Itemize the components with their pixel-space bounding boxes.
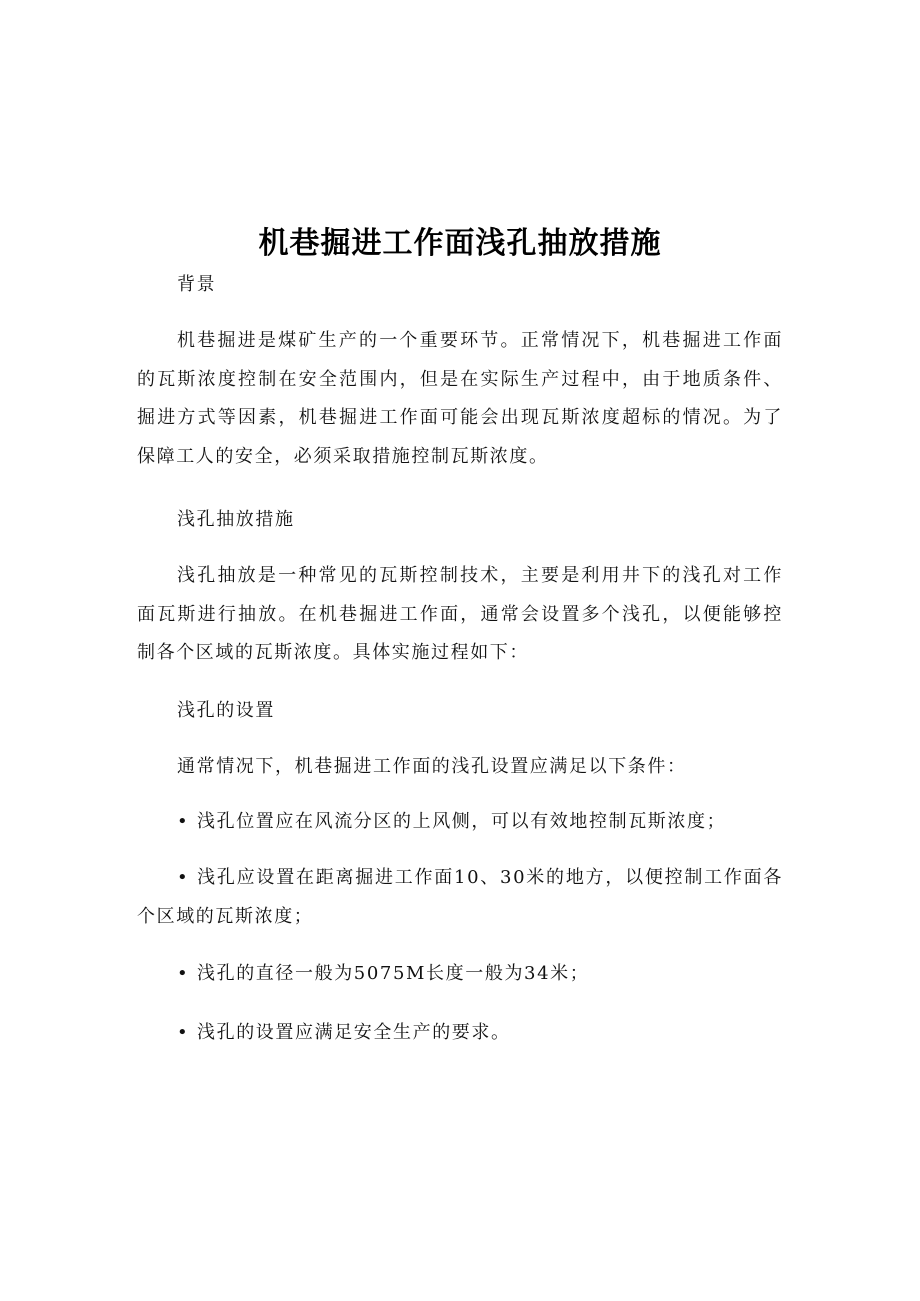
paragraph-conditions-intro: 通常情况下，机巷掘进工作面的浅孔设置应满足以下条件： — [177, 756, 687, 777]
bullet-dot-icon: • — [177, 867, 190, 888]
paragraph-drainage-description: 浅孔抽放是一种常见的瓦斯控制技术，主要是利用井下的浅孔对工作面瓦斯进行抽放。在机巷掘进工作面，通常会设置多个浅孔，以便能够控制各个区域的瓦斯浓度。具体实施过程如下： — [137, 565, 783, 663]
section-heading-background: 背景 — [177, 274, 217, 295]
bullet-dot-icon: • — [177, 1022, 190, 1043]
bullet-text: 浅孔应设置在距离掘进工作面10、30米的地方，以便控制工作面各个区域的瓦斯浓度； — [137, 867, 783, 927]
bullet-item-1 — [137, 803, 783, 842]
bullet-text: 浅孔位置应在风流分区的上风侧，可以有效地控制瓦斯浓度； — [197, 811, 727, 832]
section-heading-hole-setup: 浅孔的设置 — [177, 700, 275, 721]
bullet-item-2 — [137, 859, 783, 936]
section-heading-shallow-hole-drainage: 浅孔抽放措施 — [177, 509, 295, 530]
document-title: 机巷掘进工作面浅孔抽放措施 — [258, 226, 662, 261]
paragraph-background: 机巷掘进是煤矿生产的一个重要环节。正常情况下，机巷掘进工作面的瓦斯浓度控制在安全范围内，但是在实际生产过程中，由于地质条件、掘进方式等因素，机巷掘进工作面可能会出现瓦斯浓度超标的情况。为了保障工人的安全，必须采取措施控制瓦斯浓度。 — [137, 330, 783, 467]
bullet-item-3 — [137, 955, 783, 994]
bullet-dot-icon: • — [177, 963, 190, 984]
bullet-text: 浅孔的直径一般为5075M长度一般为34米； — [197, 963, 590, 984]
bullet-item-4 — [137, 1014, 783, 1053]
bullet-text: 浅孔的设置应满足安全生产的要求。 — [197, 1022, 511, 1043]
bullet-dot-icon: • — [177, 811, 190, 832]
